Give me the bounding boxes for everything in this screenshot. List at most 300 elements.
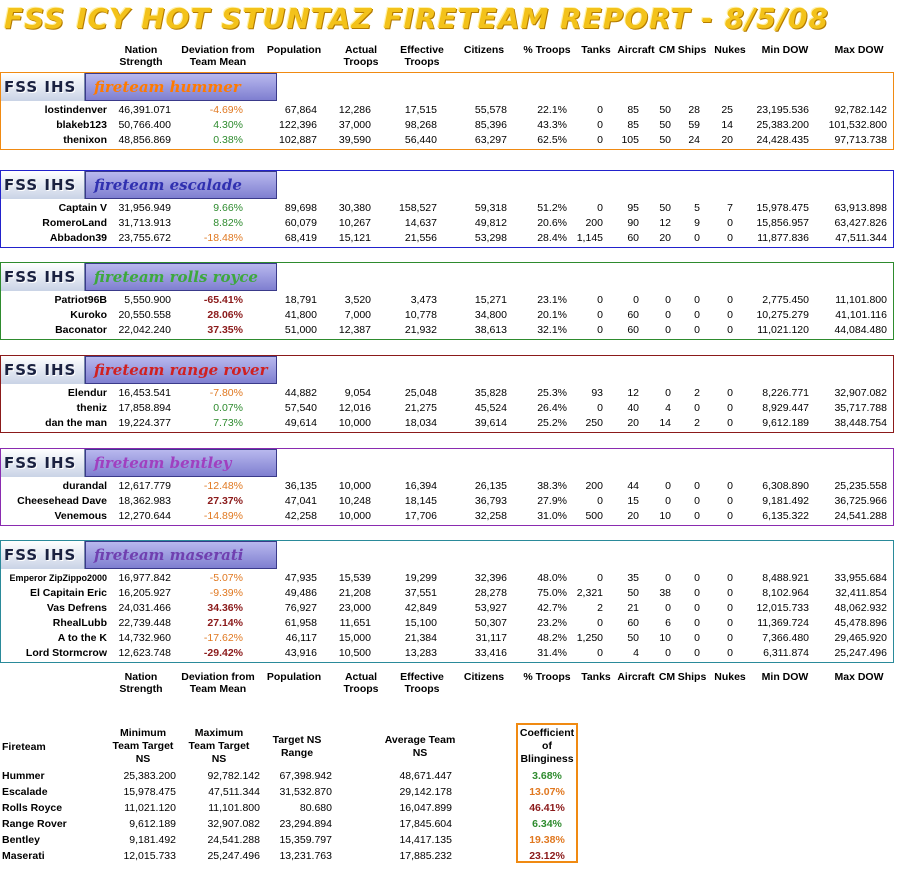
- cell-pop: 47,935: [284, 572, 317, 584]
- cell-pop: 102,887: [279, 134, 317, 146]
- top-header-10: Ships: [677, 44, 707, 56]
- cell-eff: 158,527: [399, 202, 437, 214]
- summary-cell-4: 17,885.232: [399, 850, 452, 862]
- cell-ships: 28: [688, 104, 700, 116]
- cell-troops: 7,000: [344, 309, 371, 321]
- cell-eff: 17,515: [404, 104, 437, 116]
- cell-nukes: 0: [727, 632, 733, 644]
- cell-eff: 17,706: [404, 510, 437, 522]
- cell-max: 45,478.896: [834, 617, 887, 629]
- cell-tanks: 0: [597, 119, 603, 131]
- cell-troops: 15,121: [338, 232, 371, 244]
- cell-eff: 21,556: [404, 232, 437, 244]
- cell-pop: 122,396: [279, 119, 317, 131]
- summary-cell-4: 14,417.135: [399, 834, 452, 846]
- cell-nukes: 20: [721, 134, 733, 146]
- cell-dev: -18.48%: [203, 232, 243, 244]
- cell-dev: -65.41%: [203, 294, 243, 306]
- cell-ns: 48,856.869: [118, 134, 171, 146]
- cell-pct: 32.1%: [537, 324, 567, 336]
- cell-air: 85: [627, 119, 639, 131]
- fireteam-banner: [1, 171, 277, 201]
- cell-cit: 35,828: [474, 387, 507, 399]
- cell-ns: 22,042.240: [118, 324, 171, 336]
- cell-max: 25,247.496: [834, 647, 887, 659]
- cell-cit: 15,271: [474, 294, 507, 306]
- cell-air: 15: [627, 495, 639, 507]
- cell-cm: 38: [659, 587, 671, 599]
- cell-nukes: 0: [727, 324, 733, 336]
- cell-ships: 0: [694, 617, 700, 629]
- top-header-2: Population: [266, 44, 322, 56]
- cell-tanks: 0: [597, 324, 603, 336]
- cell-pop: 18,791: [284, 294, 317, 306]
- cell-pct: 48.0%: [537, 572, 567, 584]
- cell-name: Abbadon39: [49, 232, 107, 244]
- summary-row: [0, 768, 600, 784]
- cell-max: 63,427.826: [834, 217, 887, 229]
- cell-cm: 0: [665, 387, 671, 399]
- summary-cell-4: 16,047.899: [399, 802, 452, 814]
- cell-max: 33,955.684: [834, 572, 887, 584]
- cell-cit: 32,258: [474, 510, 507, 522]
- table-row: [1, 631, 895, 646]
- cell-troops: 12,286: [338, 104, 371, 116]
- cell-pct: 26.4%: [537, 402, 567, 414]
- cell-troops: 15,539: [338, 572, 371, 584]
- summary-cell-5: 3.68%: [532, 770, 562, 782]
- fireteam-box: [0, 72, 894, 150]
- cell-dev: 4.30%: [213, 119, 243, 131]
- cell-name: Kuroko: [70, 309, 107, 321]
- cell-min: 11,369.724: [757, 617, 809, 629]
- table-row: [1, 479, 895, 494]
- cell-cit: 28,278: [474, 587, 507, 599]
- cell-cit: 53,298: [474, 232, 507, 244]
- summary-header-3: Target NS Range: [272, 734, 322, 759]
- cell-min: 23,195.536: [756, 104, 809, 116]
- cell-cm: 14: [659, 417, 671, 429]
- cell-cm: 10: [659, 632, 671, 644]
- table-row: [1, 201, 895, 216]
- cell-name: Emperor ZipZippo2000: [9, 573, 107, 583]
- cell-pop: 51,000: [284, 324, 317, 336]
- cell-tanks: 93: [591, 387, 603, 399]
- cell-pct: 43.3%: [537, 119, 567, 131]
- cell-nukes: 0: [727, 309, 733, 321]
- cell-min: 2,775.450: [762, 294, 809, 306]
- table-row: [1, 646, 895, 661]
- cell-ns: 16,977.842: [118, 572, 171, 584]
- fireteam-banner: [1, 449, 277, 479]
- cell-dev: 8.82%: [213, 217, 243, 229]
- summary-cell-0: Escalade: [2, 786, 48, 798]
- fireteam-box: [0, 170, 894, 248]
- summary-cell-3: 67,398.942: [279, 770, 332, 782]
- cell-ns: 16,453.541: [118, 387, 171, 399]
- top-header-13: Max DOW: [834, 44, 884, 56]
- cell-min: 15,978.475: [756, 202, 809, 214]
- cell-nukes: 0: [727, 647, 733, 659]
- cell-min: 10,275.279: [756, 309, 809, 321]
- cell-cm: 50: [659, 202, 671, 214]
- cell-eff: 56,440: [404, 134, 437, 146]
- cell-ns: 16,205.927: [118, 587, 171, 599]
- cell-eff: 19,299: [404, 572, 437, 584]
- summary-cell-1: 9,181.492: [129, 834, 176, 846]
- cell-pct: 22.1%: [537, 104, 567, 116]
- summary-cell-1: 11,021.120: [124, 802, 176, 814]
- cell-min: 24,428.435: [756, 134, 809, 146]
- cell-cm: 0: [665, 480, 671, 492]
- cell-max: 97,713.738: [834, 134, 887, 146]
- cell-pct: 75.0%: [537, 587, 567, 599]
- cell-tanks: 0: [597, 495, 603, 507]
- summary-cell-0: Rolls Royce: [2, 802, 63, 814]
- cell-ships: 0: [694, 324, 700, 336]
- cell-cm: 6: [665, 617, 671, 629]
- fss-ihs-logo: FSS IHS: [1, 356, 85, 384]
- cell-cm: 0: [665, 647, 671, 659]
- cell-ns: 17,858.894: [118, 402, 171, 414]
- cell-name: Cheesehead Dave: [17, 495, 107, 507]
- cell-max: 35,717.788: [834, 402, 887, 414]
- cell-nukes: 0: [727, 602, 733, 614]
- cell-pct: 23.1%: [537, 294, 567, 306]
- summary-cell-1: 9,612.189: [129, 818, 176, 830]
- cell-cm: 20: [659, 232, 671, 244]
- table-row: [1, 323, 895, 338]
- cell-troops: 21,208: [338, 587, 371, 599]
- cell-pct: 27.9%: [537, 495, 567, 507]
- cell-ships: 0: [694, 232, 700, 244]
- cell-nukes: 0: [727, 294, 733, 306]
- cell-air: 40: [627, 402, 639, 414]
- top-header-8: Aircraft: [617, 44, 655, 56]
- summary-cell-3: 31,532.870: [279, 786, 332, 798]
- summary-cell-5: 19.38%: [529, 834, 565, 846]
- cell-pop: 47,041: [284, 495, 317, 507]
- cell-eff: 25,048: [404, 387, 437, 399]
- table-row: [1, 616, 895, 631]
- summary-cell-2: 47,511.344: [208, 786, 260, 798]
- summary-row: [0, 784, 600, 800]
- cell-cit: 53,927: [474, 602, 507, 614]
- cell-tanks: 0: [597, 402, 603, 414]
- cell-eff: 10,778: [404, 309, 437, 321]
- cell-pop: 49,486: [284, 587, 317, 599]
- cell-cm: 0: [665, 602, 671, 614]
- summary-cell-5: 23.12%: [529, 850, 565, 862]
- cell-tanks: 0: [597, 294, 603, 306]
- cell-name: Venemous: [54, 510, 107, 522]
- cell-max: 32,411.854: [835, 587, 887, 599]
- cell-max: 32,907.082: [834, 387, 887, 399]
- cell-ships: 0: [694, 632, 700, 644]
- cell-pop: 43,916: [284, 647, 317, 659]
- cell-cit: 33,416: [474, 647, 507, 659]
- summary-header-4: Average Team NS: [384, 734, 456, 759]
- table-row: [1, 601, 895, 616]
- cell-air: 60: [627, 232, 639, 244]
- bottom-header-9: CM: [658, 671, 676, 683]
- cell-ships: 24: [688, 134, 700, 146]
- cell-eff: 13,283: [404, 647, 437, 659]
- fireteam-banner: [1, 73, 277, 103]
- summary-row: [0, 848, 600, 864]
- cell-air: 90: [627, 217, 639, 229]
- cell-ships: 0: [694, 402, 700, 414]
- cell-ns: 5,550.900: [124, 294, 171, 306]
- fireteam-box: [0, 448, 894, 526]
- cell-nukes: 25: [721, 104, 733, 116]
- cell-max: 41,101.116: [835, 309, 887, 321]
- cell-nukes: 0: [727, 480, 733, 492]
- cell-cm: 50: [659, 134, 671, 146]
- summary-row: [0, 800, 600, 816]
- cell-dev: -17.62%: [203, 632, 243, 644]
- cell-troops: 10,000: [338, 510, 371, 522]
- cell-air: 85: [627, 104, 639, 116]
- cell-tanks: 1,145: [576, 232, 603, 244]
- cell-tanks: 1,250: [576, 632, 603, 644]
- bottom-header-2: Population: [266, 671, 322, 683]
- table-row: [1, 231, 895, 246]
- cell-cm: 0: [665, 309, 671, 321]
- summary-cell-1: 25,383.200: [123, 770, 176, 782]
- cell-ships: 5: [694, 202, 700, 214]
- bottom-header-1: Deviation from Team Mean: [181, 671, 255, 695]
- cell-tanks: 0: [597, 572, 603, 584]
- cell-eff: 18,145: [404, 495, 437, 507]
- cell-pop: 61,958: [284, 617, 317, 629]
- cell-min: 15,856.957: [756, 217, 809, 229]
- cell-air: 35: [627, 572, 639, 584]
- cell-eff: 3,473: [410, 294, 437, 306]
- summary-cell-2: 92,782.142: [207, 770, 260, 782]
- cell-min: 9,612.189: [762, 417, 809, 429]
- summary-row: [0, 832, 600, 848]
- cell-nukes: 0: [727, 617, 733, 629]
- cell-ns: 19,224.377: [118, 417, 171, 429]
- cell-pop: 89,698: [284, 202, 317, 214]
- cell-ships: 0: [694, 510, 700, 522]
- cell-dev: -5.07%: [209, 572, 243, 584]
- cell-tanks: 0: [597, 617, 603, 629]
- cell-tanks: 0: [597, 104, 603, 116]
- fireteam-box: [0, 355, 894, 433]
- cell-name: Lord Stormcrow: [25, 647, 107, 659]
- cell-min: 8,929.447: [762, 402, 809, 414]
- cell-troops: 9,054: [344, 387, 371, 399]
- cell-pct: 51.2%: [537, 202, 567, 214]
- summary-cell-0: Bentley: [2, 834, 40, 846]
- top-header-5: Citizens: [463, 44, 505, 56]
- cell-ships: 0: [694, 647, 700, 659]
- cell-pop: 57,540: [284, 402, 317, 414]
- fss-ihs-logo: FSS IHS: [1, 73, 85, 101]
- cell-ships: 0: [694, 602, 700, 614]
- cell-cit: 59,318: [474, 202, 507, 214]
- cell-min: 7,366.480: [762, 632, 809, 644]
- cell-ns: 18,362.983: [118, 495, 171, 507]
- bottom-header-7: Tanks: [581, 671, 611, 683]
- cell-dev: -9.39%: [209, 587, 243, 599]
- summary-cell-0: Hummer: [2, 770, 45, 782]
- summary-row: [0, 816, 600, 832]
- cell-pop: 67,864: [284, 104, 317, 116]
- cell-cit: 31,117: [475, 632, 507, 644]
- cell-eff: 98,268: [404, 119, 437, 131]
- cell-troops: 30,380: [338, 202, 371, 214]
- cell-name: El Capitain Eric: [29, 587, 107, 599]
- cell-name: Baconator: [55, 324, 107, 336]
- summary-cell-0: Range Rover: [2, 818, 67, 830]
- cell-ships: 0: [694, 480, 700, 492]
- cell-ships: 9: [694, 217, 700, 229]
- cell-cit: 49,812: [474, 217, 507, 229]
- cell-troops: 10,267: [338, 217, 371, 229]
- fireteam-name: fireteam maserati: [85, 541, 277, 569]
- cell-eff: 21,275: [404, 402, 437, 414]
- summary-cell-4: 29,142.178: [399, 786, 452, 798]
- cell-air: 0: [633, 294, 639, 306]
- summary-cell-0: Maserati: [2, 850, 45, 862]
- cell-cit: 85,396: [474, 119, 507, 131]
- cell-max: 48,062.932: [834, 602, 887, 614]
- cell-pop: 46,117: [285, 632, 317, 644]
- bottom-header-10: Ships: [677, 671, 707, 683]
- fireteam-name: fireteam bentley: [85, 449, 277, 477]
- cell-air: 105: [621, 134, 639, 146]
- cell-name: Elendur: [67, 387, 107, 399]
- fireteam-box: [0, 540, 894, 663]
- cell-name: RomeroLand: [42, 217, 107, 229]
- cell-max: 101,532.800: [828, 119, 887, 131]
- cell-dev: 0.38%: [213, 134, 243, 146]
- cell-cit: 55,578: [474, 104, 507, 116]
- cell-cm: 50: [659, 104, 671, 116]
- cell-troops: 10,248: [338, 495, 371, 507]
- cell-cit: 45,524: [474, 402, 507, 414]
- cell-ns: 31,956.949: [118, 202, 171, 214]
- summary-cell-2: 24,541.288: [207, 834, 260, 846]
- table-row: [1, 509, 895, 524]
- cell-air: 50: [627, 587, 639, 599]
- summary-cell-3: 15,359.797: [279, 834, 332, 846]
- bottom-header-5: Citizens: [463, 671, 505, 683]
- summary-cell-3: 23,294.894: [279, 818, 332, 830]
- cell-pct: 31.0%: [537, 510, 567, 522]
- cell-max: 24,541.288: [834, 510, 887, 522]
- cell-ns: 23,755.672: [118, 232, 171, 244]
- cell-name: dan the man: [45, 417, 107, 429]
- cell-cit: 34,800: [474, 309, 507, 321]
- cell-pct: 48.2%: [537, 632, 567, 644]
- page-title: FSS ICY HOT STUNTAZ FIRETEAM REPORT - 8/5/08: [4, 2, 830, 35]
- cell-cm: 12: [659, 217, 671, 229]
- cell-min: 8,488.921: [762, 572, 809, 584]
- table-row: [1, 586, 895, 601]
- cell-tanks: 0: [597, 134, 603, 146]
- cell-troops: 10,000: [338, 480, 371, 492]
- summary-cell-3: 13,231.763: [279, 850, 332, 862]
- fireteam-box: [0, 262, 894, 340]
- cell-ns: 31,713.913: [118, 217, 171, 229]
- cell-cit: 32,396: [474, 572, 507, 584]
- cell-eff: 14,637: [404, 217, 437, 229]
- cell-ns: 20,550.558: [118, 309, 171, 321]
- cell-troops: 3,520: [344, 294, 371, 306]
- fireteam-name: fireteam escalade: [85, 171, 277, 199]
- top-header-6: % Troops: [523, 44, 571, 56]
- cell-dev: 0.07%: [213, 402, 243, 414]
- fireteam-name: fireteam rolls royce: [85, 263, 277, 291]
- cell-dev: -14.89%: [203, 510, 243, 522]
- cell-ships: 0: [694, 294, 700, 306]
- cell-nukes: 0: [727, 402, 733, 414]
- cell-pct: 25.3%: [537, 387, 567, 399]
- summary-cell-4: 48,671.447: [399, 770, 452, 782]
- cell-dev: 37.35%: [207, 324, 243, 336]
- cell-troops: 12,016: [338, 402, 371, 414]
- cell-dev: -4.69%: [209, 104, 243, 116]
- table-row: [1, 293, 895, 308]
- bottom-header-11: Nukes: [714, 671, 746, 683]
- cell-air: 44: [627, 480, 639, 492]
- top-header-1: Deviation from Team Mean: [181, 44, 255, 68]
- cell-ns: 24,031.466: [118, 602, 171, 614]
- cell-ns: 14,732.960: [118, 632, 171, 644]
- cell-max: 29,465.920: [834, 632, 887, 644]
- cell-eff: 42,849: [404, 602, 437, 614]
- cell-dev: 27.37%: [207, 495, 243, 507]
- summary-cell-4: 17,845.604: [399, 818, 452, 830]
- cell-tanks: 0: [597, 647, 603, 659]
- cell-nukes: 0: [727, 587, 733, 599]
- summary-header-5: Coefficient of Blinginess: [519, 727, 575, 765]
- cell-pop: 41,800: [284, 309, 317, 321]
- cell-tanks: 2: [597, 602, 603, 614]
- cell-name: RhealLubb: [52, 617, 107, 629]
- cell-nukes: 0: [727, 495, 733, 507]
- cell-air: 95: [627, 202, 639, 214]
- top-header-4: Effective Troops: [400, 44, 444, 68]
- fss-ihs-logo: FSS IHS: [1, 171, 85, 199]
- cell-troops: 23,000: [338, 602, 371, 614]
- bottom-header-13: Max DOW: [834, 671, 884, 683]
- cell-min: 6,308.890: [762, 480, 809, 492]
- cell-tanks: 200: [585, 480, 603, 492]
- cell-tanks: 0: [597, 309, 603, 321]
- cell-ns: 50,766.400: [118, 119, 171, 131]
- cell-pct: 23.2%: [537, 617, 567, 629]
- cell-ships: 2: [694, 417, 700, 429]
- cell-max: 47,511.344: [835, 232, 887, 244]
- cell-air: 50: [627, 632, 639, 644]
- cell-cm: 0: [665, 324, 671, 336]
- cell-dev: -7.80%: [209, 387, 243, 399]
- cell-eff: 16,394: [404, 480, 437, 492]
- cell-name: lostindenver: [44, 104, 107, 116]
- cell-max: 36,725.966: [834, 495, 887, 507]
- summary-header-0: Fireteam: [2, 741, 46, 753]
- blinginess-highlight-box: [516, 723, 578, 863]
- cell-tanks: 200: [585, 217, 603, 229]
- cell-cm: 0: [665, 294, 671, 306]
- table-row: [1, 103, 895, 118]
- cell-air: 12: [627, 387, 639, 399]
